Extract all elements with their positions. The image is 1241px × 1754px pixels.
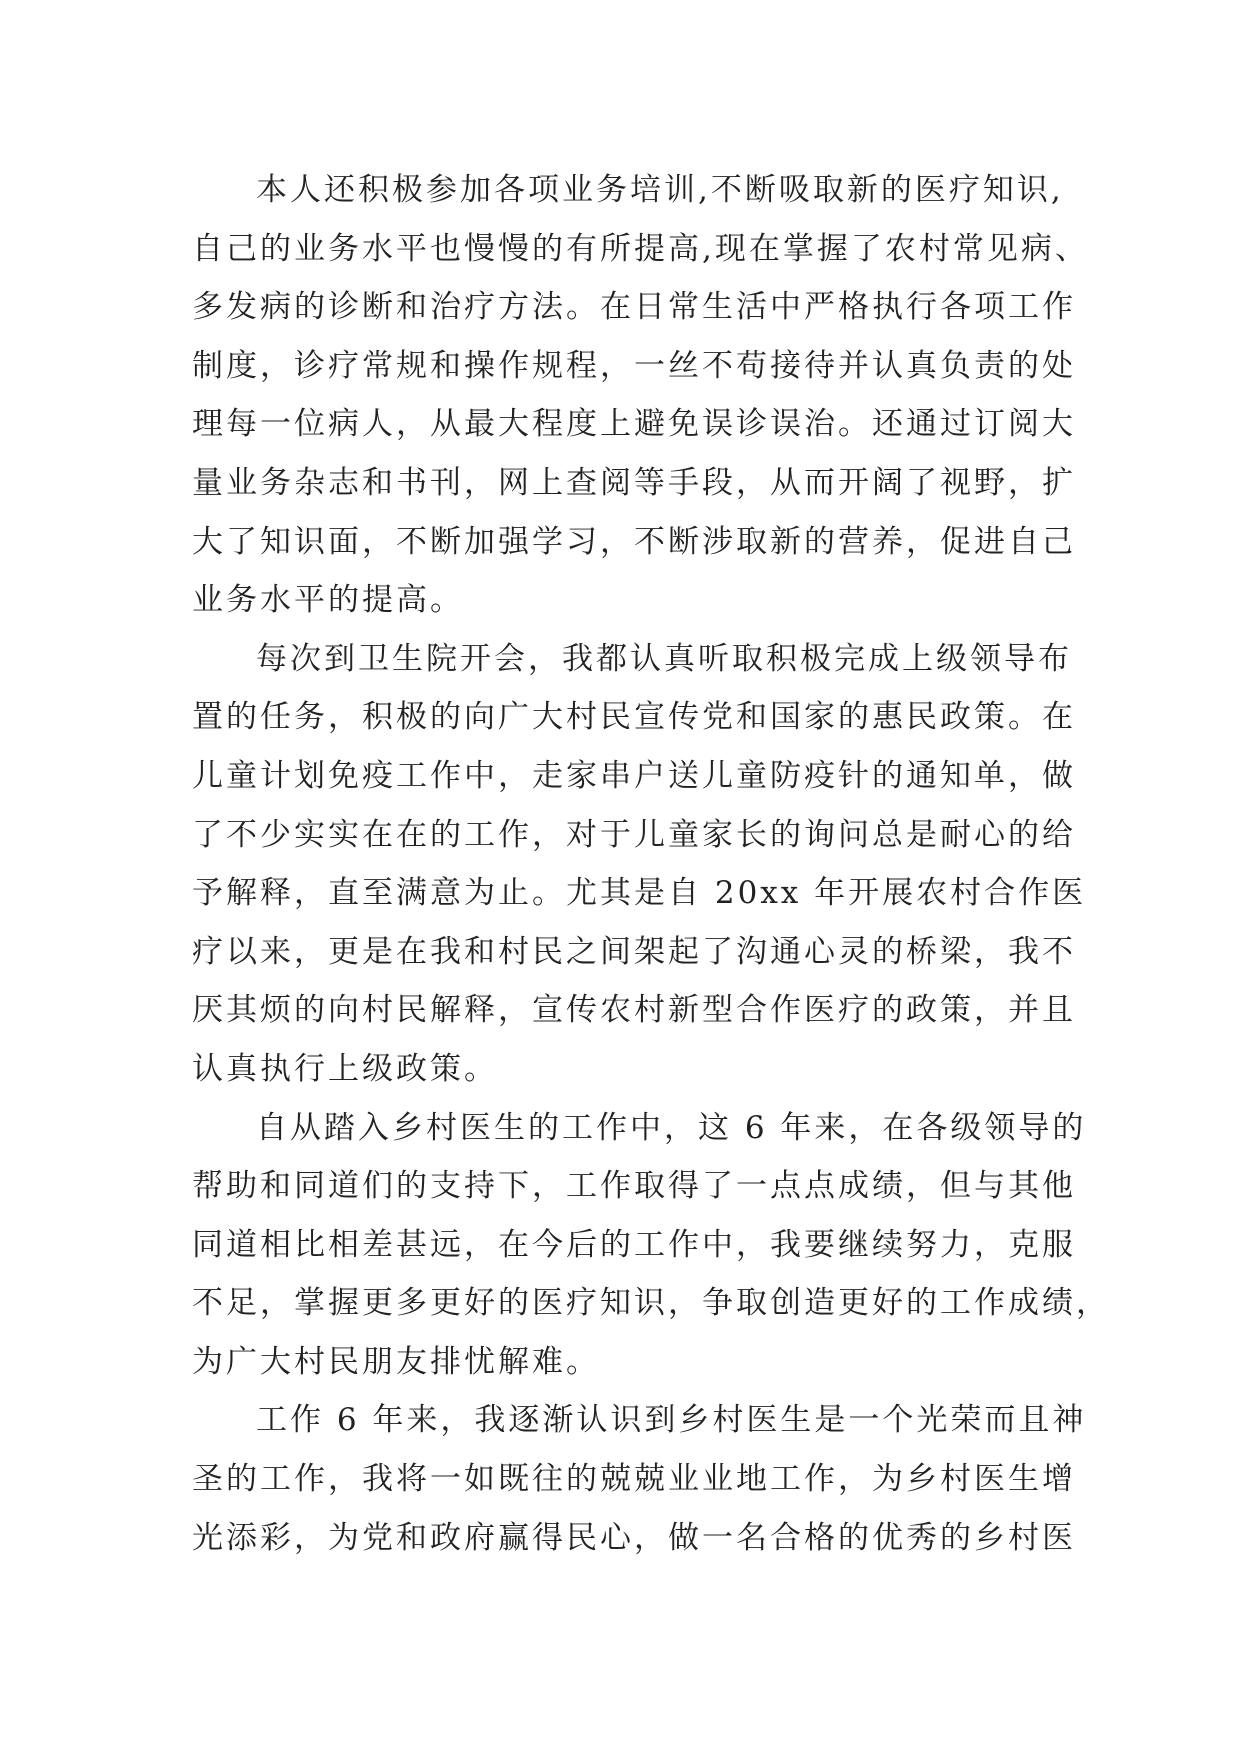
text-line: 业务水平的提高。 xyxy=(192,582,464,619)
document-body xyxy=(192,161,1110,1567)
text-line: 置的任务，积极的向广大村民宣传党和国家的惠民政策。在 xyxy=(192,699,1076,736)
text-line: 大了知识面，不断加强学习，不断涉取新的营养，促进自己 xyxy=(192,523,1076,560)
text-line: 为广大村民朋友排忧解难。 xyxy=(192,1343,600,1380)
text-line: 圣的工作，我将一如既往的兢兢业业地工作，为乡村医生增 xyxy=(192,1461,1076,1498)
text-line: 每次到卫生院开会，我都认真听取积极完成上级领导布 xyxy=(256,640,1072,677)
text-line: 认真执行上级政策。 xyxy=(192,1050,498,1087)
text-line: 制度，诊疗常规和操作规程，一丝不苟接待并认真负责的处 xyxy=(192,347,1076,384)
text-line: 同道相比相差甚远，在今后的工作中，我要继续努力，克服 xyxy=(192,1226,1076,1263)
paragraph-achievements xyxy=(192,1099,1110,1392)
paragraph-commitment xyxy=(192,1391,1092,1567)
text-line: 自从踏入乡村医生的工作中，这 6 年来，在各级领导的 xyxy=(256,1109,1087,1146)
text-line: 光添彩，为党和政府赢得民心，做一名合格的优秀的乡村医 xyxy=(192,1519,1076,1556)
text-line: 了不少实实在在的工作，对于儿童家长的询问总是耐心的给 xyxy=(192,816,1076,853)
text-line: 疗以来，更是在我和村民之间架起了沟通心灵的桥梁，我不 xyxy=(192,933,1076,970)
text-line: 工作 6 年来，我逐渐认识到乡村医生是一个光荣而且神 xyxy=(256,1402,1087,1439)
text-line: 厌其烦的向村民解释，宣传农村新型合作医疗的政策，并且 xyxy=(192,992,1076,1029)
text-line: 不足，掌握更多更好的医疗知识，争取创造更好的工作成绩， xyxy=(192,1285,1110,1322)
text-line: 理每一位病人，从最大程度上避免误诊误治。还通过订阅大 xyxy=(192,406,1076,443)
text-line: 多发病的诊断和治疗方法。在日常生活中严格执行各项工作 xyxy=(192,289,1076,326)
text-line: 儿童计划免疫工作中，走家串户送儿童防疫针的通知单，做 xyxy=(192,757,1076,794)
text-line: 予解释，直至满意为止。尤其是自 20xx 年开展农村合作医 xyxy=(192,875,1087,912)
text-line: 本人还积极参加各项业务培训,不断吸取新的医疗知识, xyxy=(256,172,1064,208)
text-line: 自己的业务水平也慢慢的有所提高,现在掌握了农村常见病、 xyxy=(192,230,1089,267)
text-line: 帮助和同道们的支持下，工作取得了一点点成绩，但与其他 xyxy=(192,1168,1076,1205)
paragraph-training xyxy=(192,161,1092,630)
paragraph-meetings xyxy=(192,630,1092,1099)
text-line: 量业务杂志和书刊，网上查阅等手段，从而开阔了视野，扩 xyxy=(192,464,1076,501)
